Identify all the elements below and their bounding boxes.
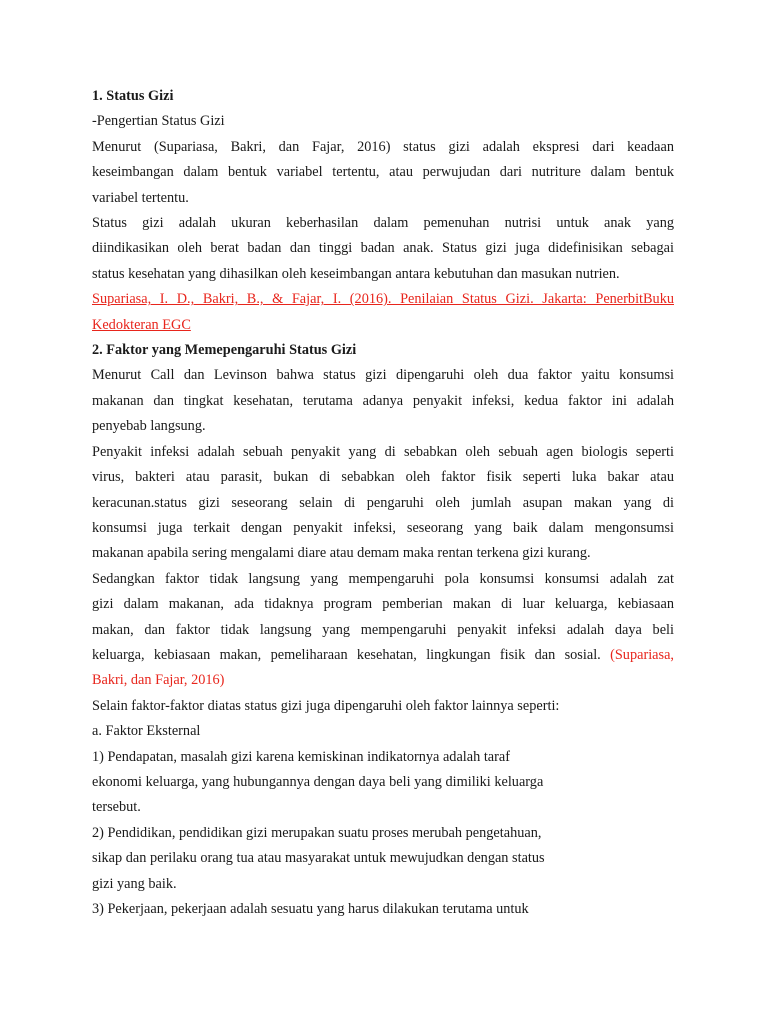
text-line: makanan apabila sering mengalami diare atau demam maka rentan terkena gizi kurang. [92, 545, 591, 562]
text-line: keracunan.status gizi seseorang selain di pengaruhi oleh jumlah asupan makan yang di [92, 494, 674, 511]
text-line: 3) Pekerjaan, pekerjaan adalah sesuatu yang harus dilakukan terutama untuk [92, 901, 529, 917]
text-line: Status gizi adalah ukuran keberhasilan dalam pemenuhan nutrisi untuk anak yang [92, 215, 674, 232]
text-line: status kesehatan yang dihasilkan oleh keseimbangan antara kebutuhan dan masukan nutrien. [92, 265, 620, 282]
paragraph-call-levinson [92, 363, 674, 439]
text-line: gizi dalam makanan, ada tidaknya program pemberian makan di luar keluarga, kebiasaan [92, 596, 674, 613]
list-item-pekerjaan [92, 897, 674, 922]
subheading-pengertian: -Pengertian Status Gizi [92, 113, 225, 130]
text-line: sikap dan perilaku orang tua atau masyarakat untuk mewujudkan dengan status [92, 850, 545, 867]
text-line: makanan dan tingkat kesehatan, terutama adanya penyakit infeksi, kedua faktor ini adalah [92, 392, 674, 409]
text-line: 1) Pendapatan, masalah gizi karena kemiskinan indikatornya adalah taraf [92, 748, 511, 765]
text-line: makan, dan faktor tidak langsung yang mempengaruhi penyakit infeksi adalah daya beli [92, 621, 674, 638]
text-line: ekonomi keluarga, yang hubungannya dengan daya beli yang dimiliki keluarga [92, 773, 544, 790]
text-line: tersebut. [92, 799, 141, 816]
text-line: penyebab langsung. [92, 418, 206, 435]
text-line-with-citation [92, 643, 674, 668]
inline-citation: Bakri, dan Fajar, 2016) [92, 672, 225, 689]
inline-citation: (Supariasa, [610, 646, 675, 663]
text-line: Penyakit infeksi adalah sebuah penyakit yang di sebabkan oleh sebuah agen biologis seperti [92, 443, 674, 460]
text-line: variabel tertentu. [92, 189, 189, 206]
list-heading-faktor-eksternal: a. Faktor Eksternal [92, 723, 201, 740]
paragraph-penyakit-infeksi [92, 440, 674, 567]
paragraph-definition [92, 135, 674, 211]
section-heading-status-gizi: 1. Status Gizi [92, 88, 174, 104]
text-line: Menurut (Supariasa, Bakri, dan Fajar, 2016) status gizi adalah ekspresi dari keadaan [92, 138, 674, 155]
list-item-pendapatan [92, 745, 674, 821]
paragraph-selain-faktor: Selain faktor-faktor diatas status gizi juga dipengaruhi oleh faktor lainnya seperti: [92, 697, 560, 714]
text-line: virus, bakteri atau parasit, bukan di sebabkan oleh faktor fisik seperti luka bakar atau [92, 469, 674, 486]
text-line: Sedangkan faktor tidak langsung yang mempengaruhi pola konsumsi konsumsi adalah zat [92, 570, 674, 587]
reference-line[interactable]: Kedokteran EGC [92, 316, 191, 333]
paragraph-status-gizi [92, 211, 674, 287]
text-line: keseimbangan dalam bentuk variabel tertentu, atau perwujudan dari nutriture dalam bentuk [92, 164, 674, 181]
document-page [92, 84, 674, 922]
text-fragment: keluarga, kebiasaan makan, pemeliharaan kesehatan, lingkungan fisik dan sosial. [92, 646, 601, 663]
text-line: Menurut Call dan Levinson bahwa status gizi dipengaruhi oleh dua faktor yaitu konsumsi [92, 367, 674, 384]
section-heading-faktor: 2. Faktor yang Memepengaruhi Status Gizi [92, 342, 357, 359]
reference-citation[interactable] [92, 287, 674, 338]
reference-line[interactable]: Supariasa, I. D., Bakri, B., & Fajar, I. (2016). Penilaian Status Gizi. Jakarta: PenerbitBuku [92, 291, 674, 308]
text-line: konsumsi juga terkait dengan penyakit infeksi, seseorang yang baik dalam mengonsumsi [92, 519, 674, 536]
text-line: 2) Pendidikan, pendidikan gizi merupakan suatu proses merubah pengetahuan, [92, 824, 542, 841]
paragraph-faktor-tidak-langsung [92, 567, 674, 694]
list-item-pendidikan [92, 821, 674, 897]
text-line: diindikasikan oleh berat badan dan tinggi badan anak. Status gizi juga didefinisikan sebagai [92, 240, 674, 257]
text-line: gizi yang baik. [92, 875, 177, 892]
